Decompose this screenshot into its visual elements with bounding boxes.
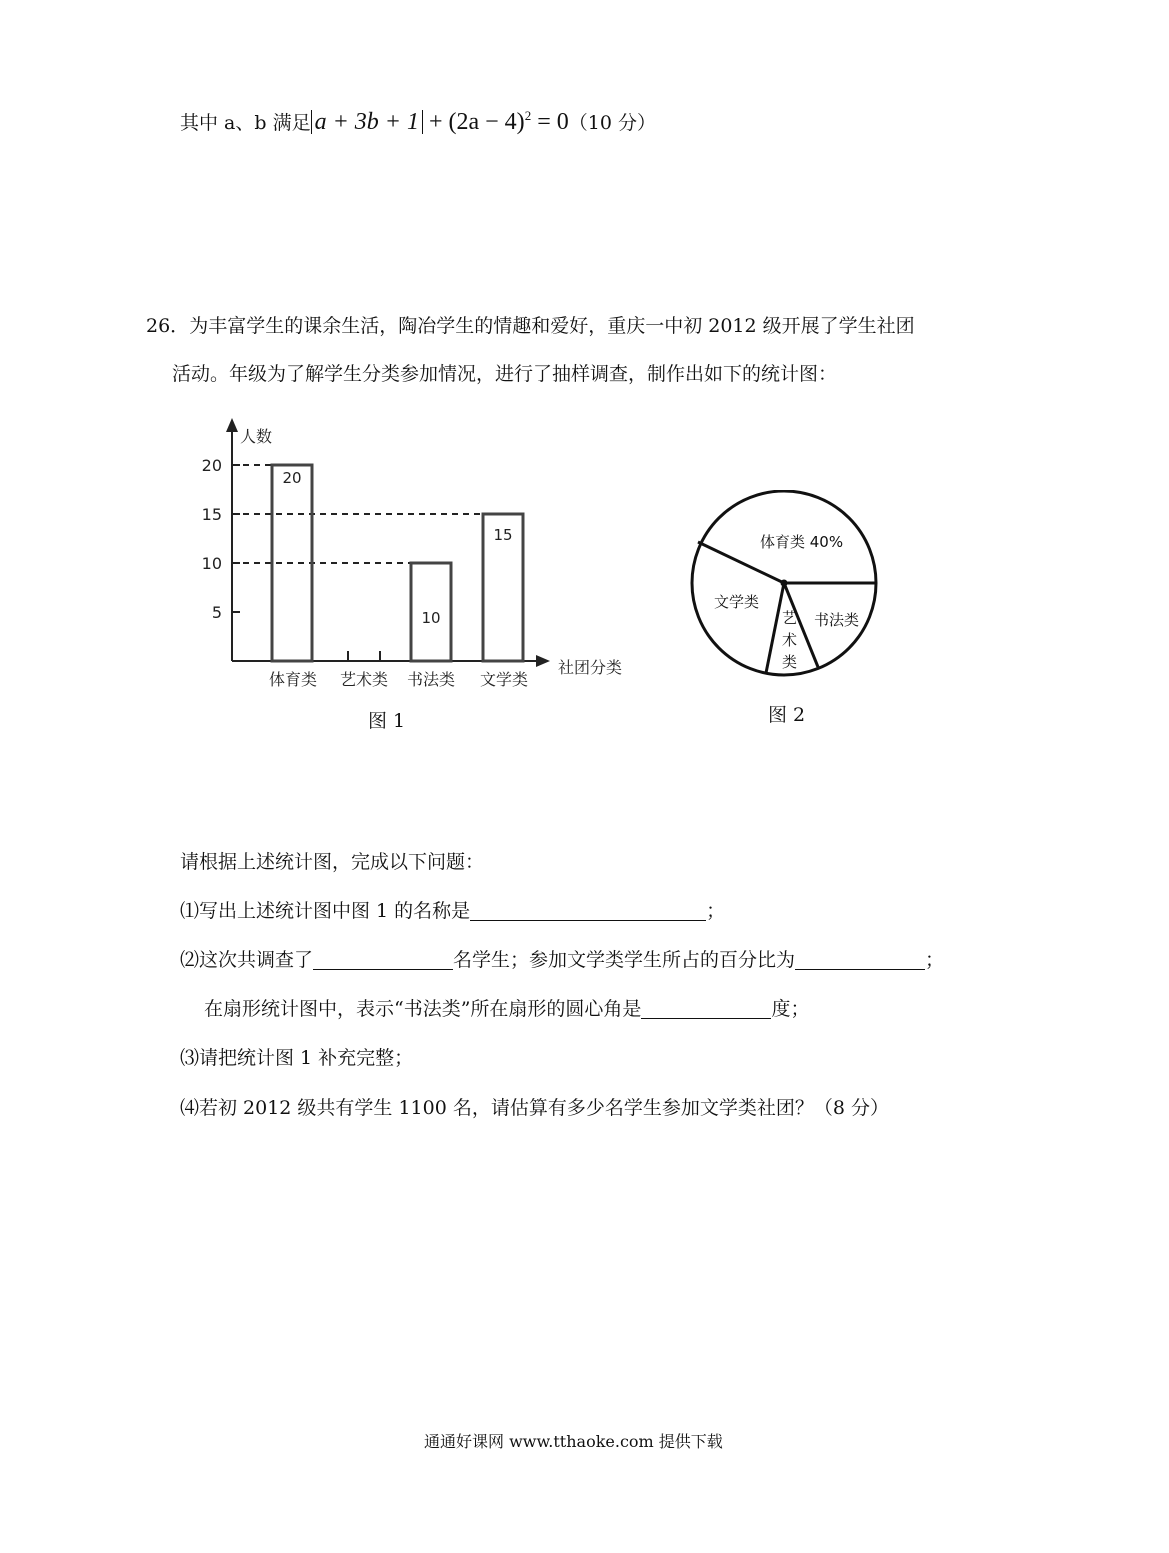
square-term: + (2a − 4) bbox=[428, 109, 525, 135]
y-tick-label-15: 15 bbox=[201, 505, 222, 524]
question-2-end: ； bbox=[925, 949, 945, 971]
pie-label-art-3: 类 bbox=[782, 653, 798, 671]
question-first-line bbox=[146, 314, 915, 338]
question-2-angle-end: 度； bbox=[771, 998, 810, 1020]
question-1-text: ⑴写出上述统计图中图 1 的名称是 bbox=[180, 900, 471, 922]
answer-blank-literature-percent[interactable] bbox=[795, 949, 925, 970]
figure1-caption: 图 1 bbox=[368, 710, 406, 732]
category-label-1: 艺术类 bbox=[339, 670, 389, 689]
exponent: 2 bbox=[524, 108, 532, 123]
question-text-1: 为丰富学生的课余生活，陶冶学生的情趣和爱好，重庆一中初 2012 级开展了学生社团 bbox=[189, 315, 915, 337]
answer-blank-total-students[interactable] bbox=[313, 949, 453, 970]
pie-label-sport: 体育类 40% bbox=[760, 533, 844, 551]
pie-label-art-2: 术 bbox=[782, 631, 798, 649]
y-tick-label-5: 5 bbox=[211, 603, 222, 622]
y-axis-arrow bbox=[226, 418, 238, 432]
y-tick-label-10: 10 bbox=[201, 554, 222, 573]
equals-zero: = 0 bbox=[537, 109, 569, 135]
questions-intro: 请根据上述统计图，完成以下问题： bbox=[180, 851, 485, 873]
bar-value-label-0: 20 bbox=[282, 469, 302, 487]
equation bbox=[311, 109, 569, 135]
x-axis-arrow bbox=[536, 655, 550, 667]
question-2-text-b: 名学生；参加文学类学生所占的百分比为 bbox=[453, 949, 796, 971]
condition-prefix: 其中 a、b 满足 bbox=[180, 112, 311, 134]
question-number: 26． bbox=[146, 315, 190, 337]
condition-line bbox=[180, 104, 656, 135]
pie-chart-figure2 bbox=[686, 490, 886, 690]
category-label-3: 文学类 bbox=[479, 670, 529, 689]
absolute-value-term bbox=[311, 110, 423, 134]
bar-chart-figure1 bbox=[190, 418, 650, 698]
footer-text: 通通好课网 www.tthaoke.com 提供下载 bbox=[424, 1432, 723, 1451]
question-1 bbox=[180, 899, 725, 923]
points-label: （10 分） bbox=[568, 112, 656, 134]
figure2-caption: 图 2 bbox=[768, 704, 806, 726]
pie-center-dot bbox=[781, 580, 788, 587]
pie-label-calligraphy: 书法类 bbox=[814, 611, 860, 629]
y-tick-label-20: 20 bbox=[201, 456, 222, 475]
pie-label-literature: 文学类 bbox=[714, 593, 760, 611]
category-label-2: 书法类 bbox=[406, 670, 456, 689]
x-axis-label: 社团分类 bbox=[558, 658, 623, 677]
question-2-text-a: ⑵这次共调查了 bbox=[180, 949, 314, 971]
answer-blank-central-angle[interactable] bbox=[641, 998, 771, 1019]
question-second-line: 活动。年级为了解学生分类参加情况，进行了抽样调查，制作出如下的统计图： bbox=[172, 363, 838, 385]
question-3: ⑶请把统计图 1 补充完整； bbox=[180, 1047, 414, 1069]
question-2-angle-text: 在扇形统计图中，表示“书法类”所在扇形的圆心角是 bbox=[204, 998, 642, 1020]
question-2 bbox=[180, 948, 944, 972]
bar-value-label-3: 15 bbox=[493, 526, 513, 544]
category-label-0: 体育类 bbox=[268, 670, 318, 689]
question-4: ⑷若初 2012 级共有学生 1100 名，请估算有多少名学生参加文学类社团？（8 分） bbox=[180, 1097, 889, 1119]
question-2-angle bbox=[204, 997, 809, 1021]
abs-expression: a + 3b + 1 bbox=[314, 109, 419, 135]
pie-label-art-1: 艺 bbox=[782, 609, 798, 627]
y-axis-label: 人数 bbox=[240, 427, 273, 446]
answer-blank-chart-name[interactable] bbox=[470, 900, 706, 921]
bar-value-label-2: 10 bbox=[421, 609, 441, 627]
question-1-end: ； bbox=[706, 900, 726, 922]
